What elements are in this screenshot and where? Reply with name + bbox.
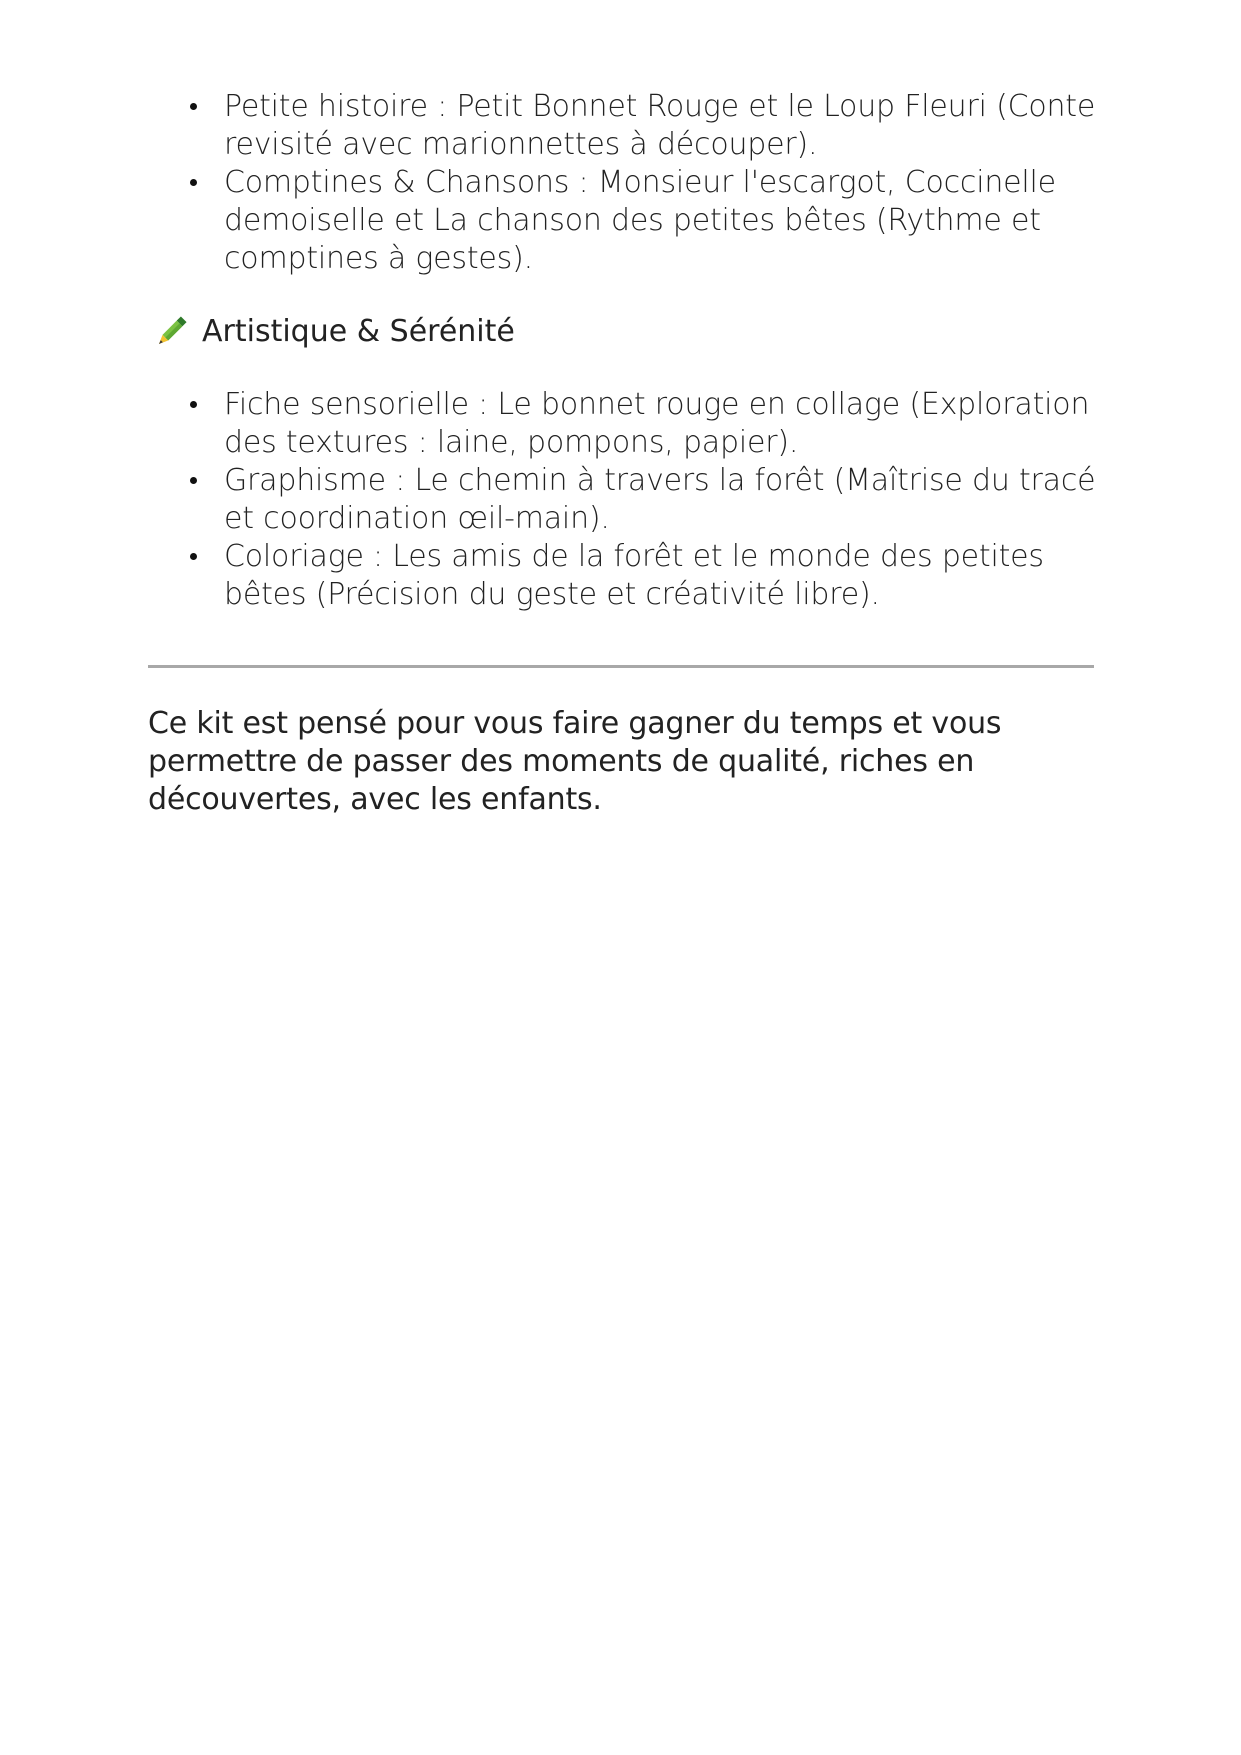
pencil-icon xyxy=(152,313,190,351)
list-item-text: Comptines & Chansons : Monsieur l'escargot, Coccinelle demoiselle et La chanson des petites bêtes (Rythme et comptines à gestes). xyxy=(224,165,1056,276)
list-item-text: Petite histoire : Petit Bonnet Rouge et le Loup Fleuri (Conte revisité avec marionnettes à découper). xyxy=(224,89,1096,162)
activity-list-top xyxy=(148,88,1098,278)
activity-list-artistique xyxy=(148,386,1098,614)
list-item-text: Graphisme : Le chemin à travers la forêt (Maîtrise du tracé et coordination œil-main). xyxy=(224,463,1096,536)
bullet-dot-icon xyxy=(190,401,197,408)
bullet-dot-icon xyxy=(190,179,197,186)
list-item xyxy=(148,386,1098,462)
content-area xyxy=(148,88,1098,614)
list-item-text: Fiche sensorielle : Le bonnet rouge en collage (Exploration des textures : laine, pompons, papier). xyxy=(224,387,1090,460)
closing-paragraph: Ce kit est pensé pour vous faire gagner du temps et vous permettre de passer des moments de qualité, riches en découvertes, avec les enfants. xyxy=(148,706,1002,817)
list-item xyxy=(148,164,1098,278)
horizontal-divider xyxy=(148,665,1094,668)
list-item xyxy=(148,88,1098,164)
section-title: Artistique & Sérénité xyxy=(202,314,515,349)
list-item-text: Coloriage : Les amis de la forêt et le monde des petites bêtes (Précision du geste et créativité libre). xyxy=(224,539,1044,612)
list-item xyxy=(148,538,1098,614)
list-item xyxy=(148,462,1098,538)
section-heading xyxy=(148,312,1098,352)
bullet-dot-icon xyxy=(190,103,197,110)
bullet-dot-icon xyxy=(190,553,197,560)
bullet-dot-icon xyxy=(190,477,197,484)
